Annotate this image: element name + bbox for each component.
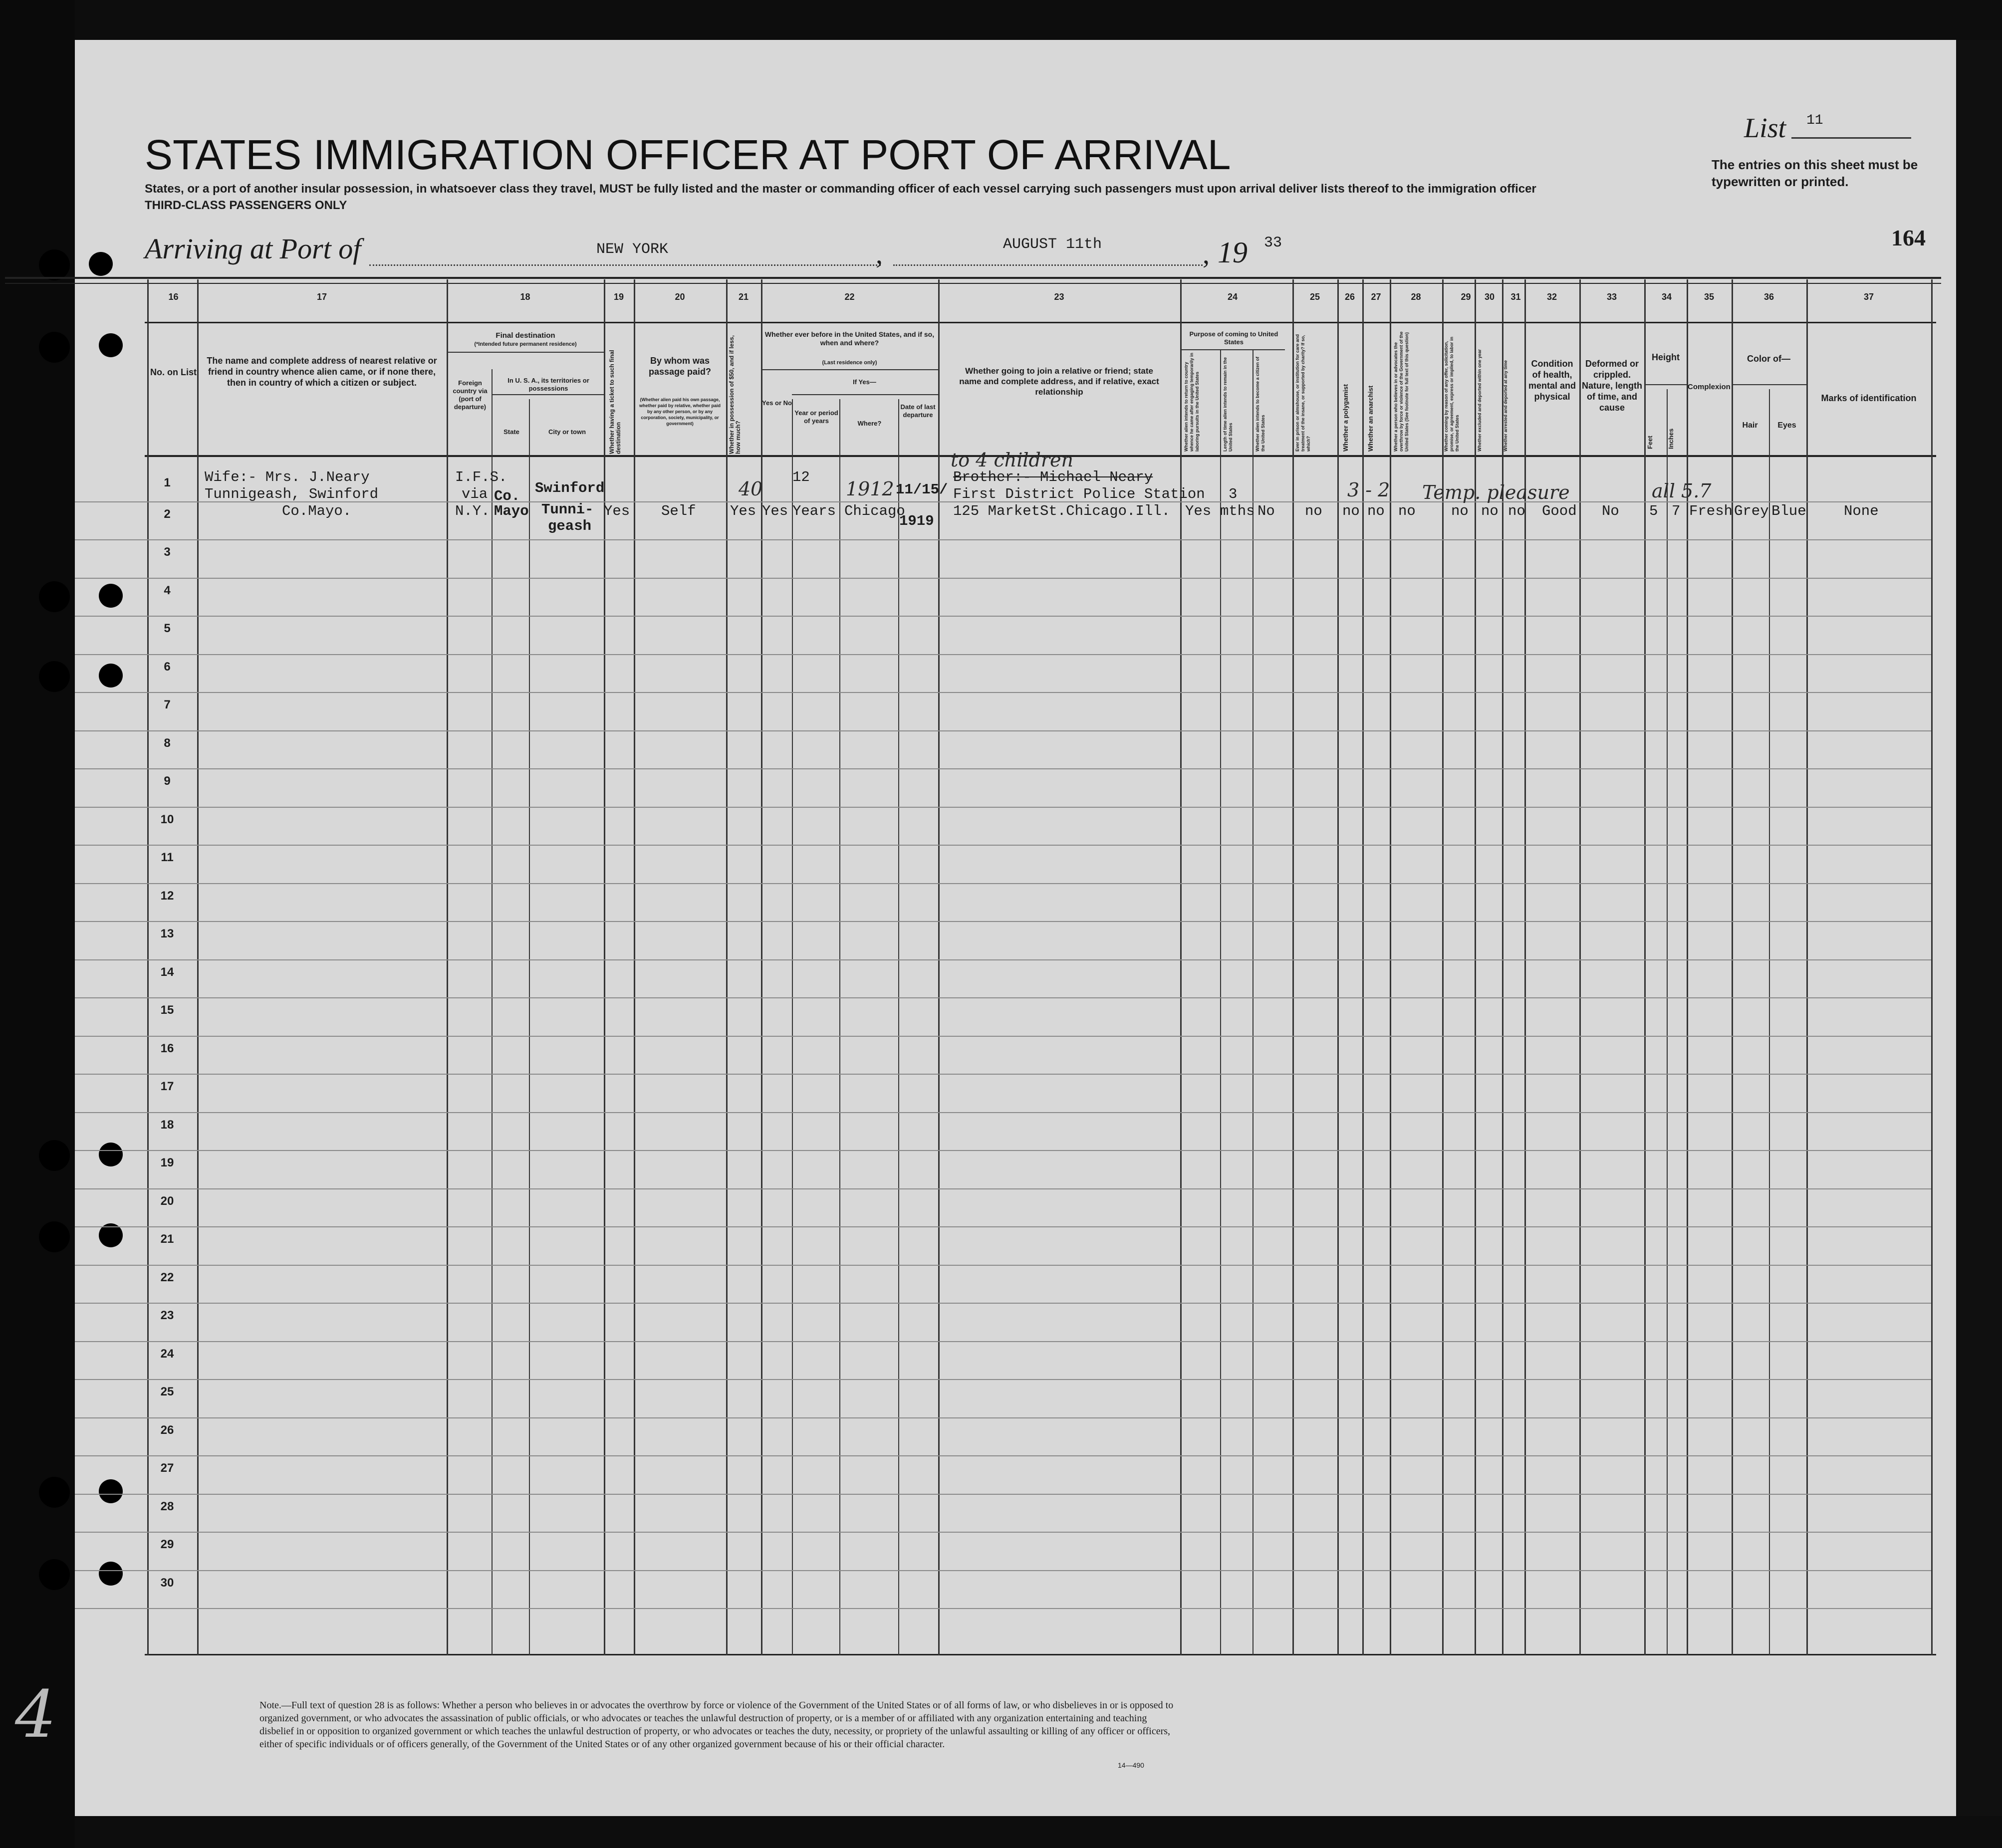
column-line	[1579, 279, 1581, 1655]
row-number: 14	[160, 965, 174, 979]
colnum-26: 26	[1344, 292, 1355, 302]
header-before-us-sub: (Last residence only)	[822, 360, 877, 366]
column-line	[197, 279, 199, 1655]
column-line	[1806, 279, 1808, 1655]
passage-paid: Self	[661, 503, 696, 519]
header-arrested: Whether arrested and deported at any time	[1503, 360, 1508, 452]
row-number: 21	[160, 1232, 174, 1246]
colnum-24: 24	[1227, 292, 1238, 302]
row-line	[75, 1265, 1931, 1266]
row-line	[75, 1379, 1931, 1380]
sub-column-line	[1769, 389, 1770, 1655]
row-number: 11	[161, 851, 174, 864]
relative-name: Wife:- Mrs. J.Neary	[205, 469, 370, 485]
money-handwritten: 40	[739, 478, 763, 500]
punch-hole	[39, 1477, 70, 1508]
row-number: 18	[160, 1118, 174, 1132]
height-feet: 5	[1649, 503, 1658, 519]
row-line	[75, 1303, 1931, 1304]
colnum-22: 22	[844, 292, 855, 302]
row-line	[75, 1188, 1931, 1189]
header-foreign-country: Foreign country via (port of departure)	[453, 379, 488, 411]
row-line	[75, 807, 1931, 808]
column-line	[1337, 279, 1339, 1655]
row-line	[75, 1112, 1931, 1113]
header-before-us: Whether ever before in the United States, and if so, when and where?	[764, 330, 935, 347]
offer-labor: no	[1451, 503, 1469, 519]
colnum-29: 29	[1461, 292, 1471, 302]
year-prefix: 19	[1218, 236, 1248, 269]
header-purpose-citizen: Whether alien intends to become a citizen of the United States	[1255, 356, 1265, 452]
column-line	[1732, 279, 1733, 1655]
colnum-19: 19	[613, 292, 624, 302]
manifest-page	[75, 40, 1956, 1816]
list-number: 11	[1806, 113, 1823, 128]
header-state: State	[503, 428, 519, 436]
form-class-note: THIRD-CLASS PASSENGERS ONLY	[145, 199, 347, 212]
header-polygamist: Whether a polygamist	[1342, 384, 1349, 452]
header-hair: Hair	[1742, 421, 1758, 430]
arrested: no	[1508, 503, 1525, 519]
join-address-1: First District Police Station	[953, 486, 1205, 502]
header-sub-rule	[1644, 384, 1687, 385]
row-line	[75, 654, 1931, 655]
sheet-number: 164	[1891, 225, 1926, 250]
punch-hole	[39, 249, 70, 280]
header-sub-rule	[1732, 384, 1806, 385]
colnum-31: 31	[1510, 292, 1521, 302]
header-ticket: Whether having a ticket to such final destination	[608, 350, 622, 454]
colnum-23: 23	[1054, 292, 1064, 302]
header-height: Height	[1652, 352, 1680, 362]
row-line	[75, 845, 1931, 846]
header-offer-labor: Whether coming by reason of any offer, solicitation, promise, or agreement, express or implied, to labor in the United States	[1444, 336, 1460, 452]
handwritten-note-26-27: 3 - 2	[1347, 479, 1390, 501]
row-number: 27	[160, 1461, 174, 1475]
colnum-20: 20	[675, 292, 685, 302]
header-purpose-return: Whether alien intends to return to country whence he came after engaging temporarily in laboring pursuits in the United States	[1184, 352, 1200, 452]
relative-county: Co.Mayo.	[282, 503, 352, 519]
arrival-date: AUGUST 11th	[1003, 236, 1102, 253]
row-number: 12	[160, 889, 174, 903]
entries-note: The entries on this sheet must be typewritten or printed.	[1712, 157, 1918, 189]
where: Chicago	[844, 503, 905, 519]
header-excluded: Whether excluded and deported within one year	[1477, 349, 1482, 452]
sub-column-line	[839, 399, 840, 1655]
row-number: 19	[160, 1156, 174, 1169]
purpose-return: Yes	[1185, 503, 1212, 519]
header-join: Whether going to join a relative or friend; state name and complete address, and if relative, exact relationship	[959, 366, 1159, 397]
header-passage-sub: (Whether alien paid his own passage, whether paid by relative, whether paid by any other person, or by any corporation, society, municipality, or government)	[639, 397, 721, 426]
where-handwritten: 1912	[846, 478, 894, 500]
row-line	[75, 730, 1931, 731]
header-anarchist: Whether an anarchist	[1367, 385, 1374, 452]
colnum-36: 36	[1763, 292, 1774, 302]
sub-column-line	[1220, 349, 1221, 1655]
purpose-length: mths	[1220, 503, 1255, 519]
row-number: 2	[164, 507, 171, 521]
dest-city-3: geash	[548, 518, 592, 534]
column-line	[1931, 279, 1933, 1655]
column-line	[1390, 279, 1391, 1655]
header-deformed: Deformed or crippled. Nature, length of time, and cause	[1581, 359, 1642, 413]
polygamist: no	[1342, 503, 1360, 519]
punch-hole	[99, 1562, 123, 1586]
column-line	[726, 279, 728, 1655]
header-money: Whether in possession of $50, and if less, how much?	[728, 335, 742, 454]
margin-mark: 4	[15, 1676, 56, 1752]
row-number: 26	[160, 1423, 174, 1437]
row-number: 6	[164, 660, 171, 674]
relative-address: Tunnigeash, Swinford	[205, 486, 379, 502]
deformed: No	[1602, 503, 1619, 519]
row-line	[75, 1608, 1931, 1609]
header-departure: Date of last departure	[900, 403, 936, 419]
header-period: Year or period of years	[794, 409, 838, 425]
row-number: 5	[164, 622, 171, 635]
colnum-16: 16	[168, 292, 179, 302]
punch-hole	[99, 333, 123, 357]
header-no-on-list: No. on List	[150, 367, 197, 377]
row-number: 4	[164, 583, 171, 597]
handwritten-note-28-33: Temp. pleasure	[1422, 481, 1570, 503]
colnum-27: 27	[1371, 292, 1381, 302]
port-of-arrival: NEW YORK	[596, 241, 669, 258]
sub-column-line	[898, 399, 899, 1655]
form-title: STATES IMMIGRATION OFFICER AT PORT OF ARRIVAL	[145, 131, 1231, 178]
prison: no	[1305, 503, 1322, 519]
column-line	[1292, 279, 1294, 1655]
identification-marks: None	[1844, 503, 1879, 519]
list-label: List	[1744, 113, 1786, 144]
comma: ,	[876, 239, 883, 270]
excluded: no	[1481, 503, 1499, 519]
anarchist: no	[1367, 503, 1385, 519]
row-line	[75, 959, 1931, 960]
arriving-label: Arriving at Port of	[145, 232, 361, 265]
header-marks: Marks of identification	[1821, 393, 1917, 403]
row-number: 3	[164, 545, 171, 559]
form-code: 14—490	[1118, 1761, 1144, 1769]
overthrow: no	[1398, 503, 1416, 519]
colnum-28: 28	[1411, 292, 1421, 302]
row-line	[75, 1036, 1931, 1037]
row-number: 13	[160, 927, 174, 940]
row-number: 30	[160, 1576, 174, 1590]
date-line	[893, 264, 1203, 266]
row-line	[75, 1226, 1931, 1227]
height-inches: 7	[1672, 503, 1681, 519]
header-eyes: Eyes	[1777, 421, 1796, 430]
punch-hole	[39, 1221, 70, 1252]
sub-column-line	[529, 399, 530, 1655]
footnote: Note.—Full text of question 28 is as follows: Whether a person who believes in or advocates the overthrow by force or violence of the Government of the United States or of all forms of law, or who disbelieves in or is opposed to organized government, or who advocates the assassination of public officials, or who advocates or teaches the unlawful destruction of property, or is a member of or affiliated with any organization entertaining and teaching disbelief in or opposition to organized government or which teaches the unlawful destruction of property, or who advocates or teaches the duty, necessity, or propriety of the unlawful assaulting or killing of any officer or officers, either of specific individuals or of officers generally, of the Government of the United States or of any other organized government because of his or their official character.	[259, 1700, 1174, 1750]
foreign-country-2: via	[462, 486, 488, 502]
header-sub-rule	[761, 369, 938, 370]
top-rule	[5, 277, 1941, 279]
header-inches: Inches	[1667, 428, 1675, 449]
header-prison: Ever in prison or almshouse, or institution for care and treatment of the insane, or supported by charity? If so, which?	[1295, 334, 1311, 452]
punch-hole	[39, 581, 70, 612]
hair-color: Grey	[1734, 503, 1769, 519]
complexion: Fresh	[1689, 503, 1733, 519]
punch-hole	[39, 332, 70, 363]
dest-state-2: Mayo	[494, 503, 529, 519]
comma: ,	[1203, 239, 1210, 270]
header-sub-rule	[1180, 349, 1285, 350]
row-line	[75, 1570, 1931, 1571]
sub-column-line	[492, 369, 493, 1655]
row-line	[75, 1417, 1931, 1418]
header-final-destination: Final destination	[496, 331, 555, 340]
row-line	[75, 1341, 1931, 1342]
year-suffix: 33	[1264, 234, 1282, 251]
row-number: 7	[164, 698, 171, 711]
row-number: 29	[160, 1538, 174, 1551]
row-line	[75, 1074, 1931, 1075]
punch-hole	[89, 252, 113, 276]
header-relative: The name and complete address of nearest relative or friend in country whence alien came, or if none there, then in country of which a citizen or subject.	[207, 356, 437, 388]
row-line	[75, 1150, 1931, 1151]
colnum-17: 17	[316, 292, 327, 302]
colnum-35: 35	[1704, 292, 1715, 302]
colnum-30: 30	[1484, 292, 1495, 302]
header-feet: Feet	[1646, 436, 1654, 449]
header-rule	[145, 322, 1936, 323]
handwritten-note-34-36: all 5.7	[1652, 480, 1712, 502]
row-line	[75, 997, 1931, 998]
header-purpose-length: Length of time alien intends to remain in the United States	[1223, 357, 1233, 452]
punch-hole	[39, 1140, 70, 1171]
punch-hole	[99, 584, 123, 608]
punch-hole	[39, 661, 70, 692]
header-usa: In U. S. A., its territories or possessions	[507, 377, 589, 392]
header-final-destination-sub: (*Intended future permanent residence)	[474, 341, 577, 347]
departure-date-1: 11/15/	[896, 481, 948, 498]
column-line	[1644, 279, 1646, 1655]
sub-column-line	[1667, 389, 1668, 1655]
punch-hole	[99, 664, 123, 688]
punch-hole	[99, 1143, 123, 1166]
row-line	[75, 616, 1931, 617]
row-number: 1	[164, 476, 171, 489]
column-line	[147, 279, 149, 1655]
row-number: 10	[160, 812, 174, 826]
eye-color: Blue	[1771, 503, 1806, 519]
dest-city-2: Tunni-	[541, 501, 594, 518]
row-line	[75, 1494, 1931, 1495]
money: Yes	[730, 503, 756, 519]
colnum-33: 33	[1606, 292, 1617, 302]
column-line	[634, 279, 635, 1655]
row-line	[75, 883, 1931, 884]
scan-border-right	[1956, 40, 2002, 1816]
header-passage: By whom was passage paid?	[648, 356, 712, 377]
row-number: 25	[160, 1385, 174, 1398]
colnum-25: 25	[1309, 292, 1320, 302]
header-sub-rule	[792, 394, 938, 395]
header-health: Condition of health, mental and physical	[1528, 359, 1576, 402]
header-city: City or town	[548, 428, 586, 436]
purpose-citizen: No	[1257, 503, 1275, 519]
header-sub-rule	[492, 394, 604, 395]
row-line	[75, 1532, 1931, 1533]
row-number: 8	[164, 736, 171, 750]
row-line	[75, 578, 1931, 579]
header-yes-no: Yes or No	[762, 399, 792, 407]
purpose-length-num: 3	[1229, 486, 1238, 502]
foreign-country-1: I.F.S.	[455, 469, 507, 485]
colnum-18: 18	[520, 292, 530, 302]
join-name: Brother:- Michael Neary	[953, 469, 1153, 485]
port-line	[369, 264, 881, 266]
row-number: 9	[164, 774, 171, 788]
header-if-yes: If Yes—	[853, 378, 876, 386]
row-number: 20	[160, 1194, 174, 1208]
column-line	[447, 279, 448, 1655]
row-number: 23	[160, 1309, 174, 1322]
colnum-21: 21	[738, 292, 749, 302]
list-underline	[1791, 137, 1911, 139]
before-us: Yes	[762, 503, 788, 519]
dest-city-1: Swinford	[535, 480, 605, 496]
sub-column-line	[792, 399, 793, 1655]
period-num: 12	[792, 469, 810, 485]
foreign-country-3: N.Y.	[455, 503, 490, 519]
colnum-32: 32	[1546, 292, 1557, 302]
health: Good	[1542, 503, 1577, 519]
row-line	[75, 768, 1931, 769]
row-number: 24	[160, 1347, 174, 1361]
header-complexion: Complexion	[1688, 383, 1731, 391]
sub-column-line	[1252, 349, 1253, 1655]
ticket: Yes	[604, 503, 630, 519]
header-color: Color of—	[1747, 354, 1790, 364]
row-line	[75, 921, 1931, 922]
period-years: Years	[792, 503, 836, 519]
row-line	[75, 539, 1931, 540]
dest-state-1: Co.	[494, 488, 520, 504]
header-purpose: Purpose of coming to United States	[1189, 330, 1278, 346]
join-address-2: 125 MarketSt.Chicago.Ill.	[953, 503, 1171, 519]
punch-hole	[39, 1559, 70, 1590]
row-number: 16	[160, 1041, 174, 1055]
row-line	[75, 692, 1931, 693]
top-rule-2	[5, 283, 1941, 284]
header-where: Where?	[857, 420, 882, 427]
row-number: 28	[160, 1499, 174, 1513]
colnum-37: 37	[1863, 292, 1874, 302]
departure-date-2: 1919	[899, 513, 934, 529]
header-sub-rule	[447, 352, 604, 353]
row-number: 22	[160, 1270, 174, 1284]
header-overthrow: Whether a person who believes in or advocates the overthrow by force or violence of the Government of the United States (See footnote for full text of this question)	[1393, 331, 1409, 452]
punch-hole	[99, 1479, 123, 1503]
join-handwritten: to 4 children	[951, 449, 1073, 471]
row-line	[75, 1455, 1931, 1456]
colnum-34: 34	[1661, 292, 1672, 302]
form-instructions: States, or a port of another insular possession, in whatsoever class they travel, MUST be fully listed and the master or commanding officer of each vessel carrying such passengers must upon arrival deliver lists thereof to the immigration officer	[145, 182, 1536, 196]
row-number: 17	[160, 1080, 174, 1093]
row-number: 15	[160, 1003, 174, 1017]
